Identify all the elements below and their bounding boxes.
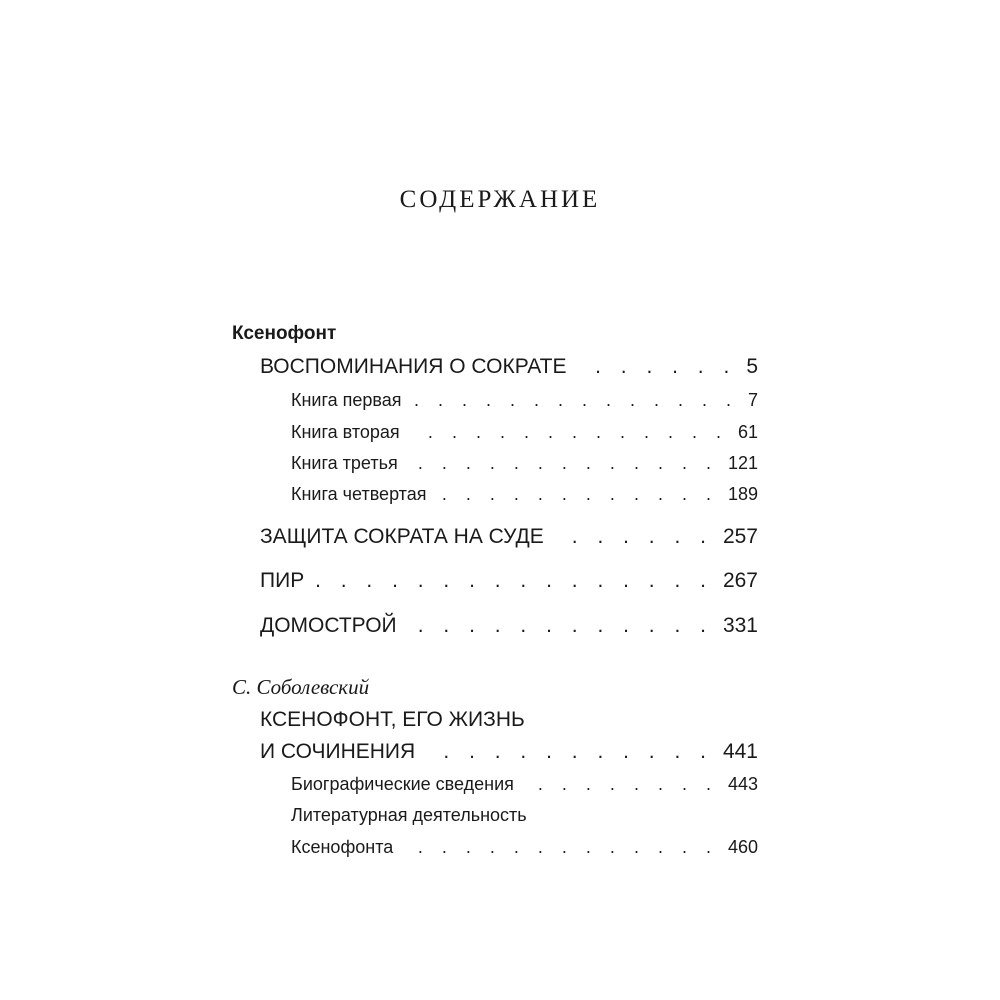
dot-leader	[556, 522, 713, 552]
toc-entry-label: Книга вторая	[291, 422, 400, 442]
toc-entry-page: 267	[722, 569, 758, 592]
dot-leader	[427, 737, 713, 767]
page-title: СОДЕРЖАНИЕ	[399, 186, 601, 213]
toc-entry-memorabilia[interactable]	[260, 352, 758, 382]
toc-entry-literary-title[interactable]: Литературная деятельность	[291, 805, 527, 825]
toc-entry-page: 331	[722, 614, 758, 637]
toc-entry-page: 121	[727, 453, 758, 473]
toc-entry-label: И СОЧИНЕНИЯ	[260, 740, 416, 763]
toc-entry-biography[interactable]	[291, 771, 758, 797]
dot-leader	[579, 352, 737, 382]
toc-entry-page: 189	[727, 484, 758, 504]
author-xenophon: Ксенофонт	[232, 323, 337, 344]
toc-entry-label: ЗАЩИТА СОКРАТА НА СУДЕ	[260, 525, 544, 548]
dot-leader	[438, 481, 717, 507]
toc-entry-label: ВОСПОМИНАНИЯ О СОКРАТЕ	[260, 355, 567, 378]
toc-entry-label: Книга первая	[291, 390, 402, 410]
toc-entry-page: 7	[747, 390, 758, 410]
toc-entry-label: Ксенофонта	[291, 837, 394, 857]
toc-entry-label: ПИР	[260, 569, 305, 592]
dot-leader	[409, 611, 713, 641]
dot-leader	[410, 450, 718, 476]
toc-entry-oeconomicus[interactable]	[260, 611, 758, 641]
toc-entry-book-1[interactable]	[291, 387, 758, 413]
toc-entry-page: 443	[727, 774, 758, 794]
toc-entry-label: Книга третья	[291, 453, 398, 473]
toc-entry-apology[interactable]	[260, 522, 758, 552]
dot-leader	[412, 419, 728, 445]
toc-entry-page: 460	[727, 837, 758, 857]
toc-entry-literary[interactable]	[291, 834, 758, 860]
toc-entry-book-4[interactable]	[291, 481, 758, 507]
toc-entry-label: ДОМОСТРОЙ	[260, 614, 397, 637]
toc-entry-book-2[interactable]	[291, 419, 758, 445]
author-sobolevsky: С. Соболевский	[232, 675, 370, 699]
toc-entry-page: 257	[722, 525, 758, 548]
toc-entry-page: 61	[737, 422, 758, 442]
toc-entry-book-3[interactable]	[291, 450, 758, 476]
toc-entry-page: 5	[746, 355, 758, 378]
toc-entry-symposium[interactable]	[260, 566, 758, 596]
toc-entry-essay[interactable]	[260, 737, 758, 767]
dot-leader	[405, 834, 718, 860]
dot-leader	[526, 771, 718, 797]
dot-leader	[414, 387, 738, 413]
toc-entry-page: 441	[722, 740, 758, 763]
toc-entry-essay-title[interactable]: КСЕНОФОНТ, ЕГО ЖИЗНЬ	[260, 708, 525, 731]
toc-entry-label: Биографические сведения	[291, 774, 514, 794]
dot-leader	[316, 566, 713, 596]
toc-entry-label: Книга четвертая	[291, 484, 427, 504]
